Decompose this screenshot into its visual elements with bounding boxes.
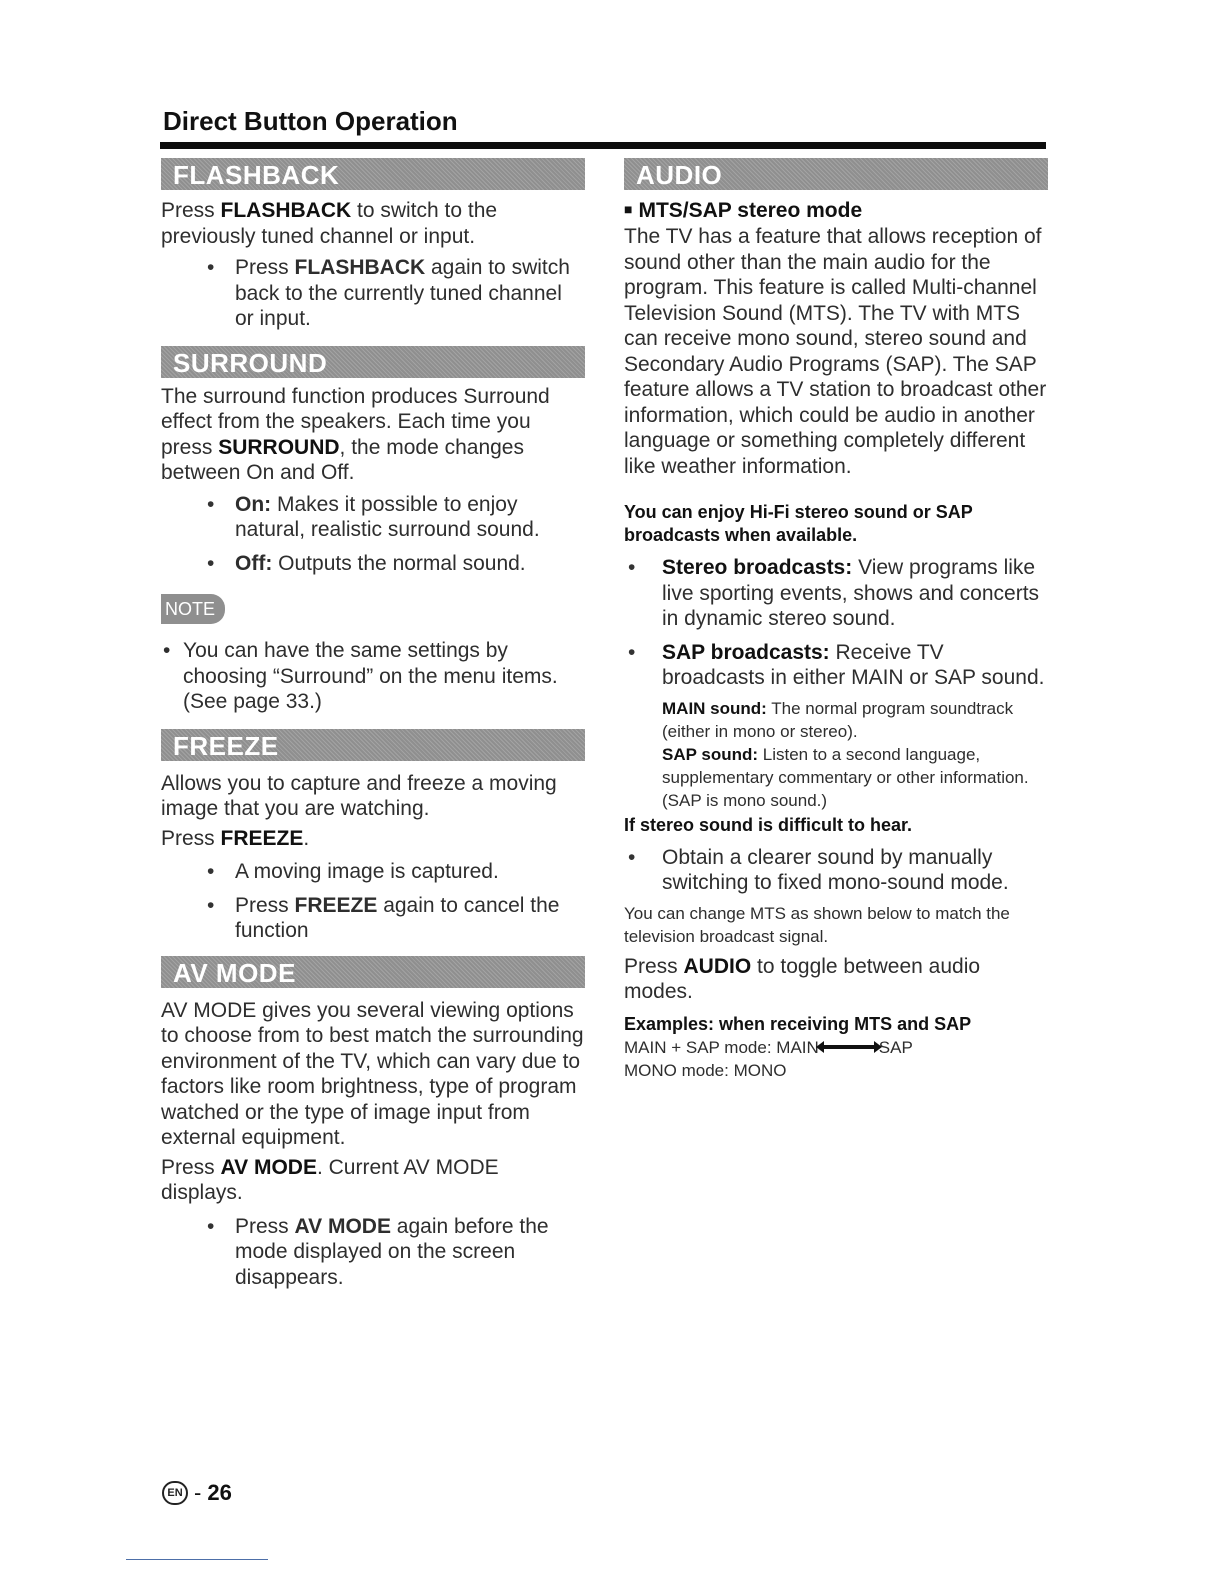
- av-mode-intro: AV MODE gives you several viewing options to choose from to best match the surrounding environment of the TV, which can vary due to factors like room brightness, type of program watched or the type of image input from external equipment.: [161, 998, 584, 1149]
- text: Press: [624, 954, 684, 978]
- broadcast-bullets: [624, 555, 1048, 691]
- av-mode-press: [161, 1155, 585, 1206]
- text: Press: [235, 893, 295, 917]
- text: The surround function produces Surround effect from the speakers. Each time you press: [161, 384, 550, 459]
- term: SAP sound:: [662, 744, 759, 764]
- text: Press: [161, 1155, 221, 1179]
- text: Press: [161, 199, 221, 222]
- button-name: AUDIO: [683, 954, 752, 978]
- flashback-intro: [161, 198, 585, 249]
- surround-note: • You can have the same settings by choosing “Surround” on the menu items. (See page 33.): [161, 638, 585, 715]
- text: View programs like live sporting events, shows and concerts in dynamic stereo sound.: [662, 556, 1040, 630]
- text: again to cancel the function: [235, 893, 560, 942]
- audio-intro: The TV has a feature that allows reception of sound other than the main audio for the program. This feature is called Multi-channel Television Sound (MTS). The TV with MTS can receive mono sound, stereo sound and Secondary Audio Programs (SAP). The SAP feature allows a TV station to broadcast other information, which could be audio in another language or something completely different like weather information.: [624, 225, 1047, 478]
- button-name: SURROUND: [218, 435, 340, 459]
- enjoy-note: You can enjoy Hi-Fi stereo sound or SAP broadcasts when available.: [624, 502, 973, 545]
- button-name: AV MODE: [220, 1155, 317, 1179]
- surround-bullet-off: [161, 551, 585, 577]
- freeze-bullet: [161, 859, 585, 885]
- square-bullet-icon: ■: [624, 201, 633, 217]
- note-badge: NOTE: [161, 594, 225, 624]
- button-name: FREEZE: [220, 826, 304, 850]
- change-mts-note: You can change MTS as shown below to match the television broadcast signal.: [624, 903, 1010, 946]
- double-arrow-icon: [822, 1045, 876, 1049]
- flashback-bullet: [161, 255, 585, 332]
- text: Outputs the normal sound.: [272, 551, 526, 575]
- text: again before the mode displayed on the screen disappears.: [235, 1214, 549, 1289]
- text: Press: [161, 826, 221, 850]
- stereo-broadcasts-bullet: [624, 555, 1048, 632]
- av-mode-bullets: [161, 1214, 585, 1291]
- sap-sound-definition: [662, 743, 1048, 812]
- surround-bullet-on: [161, 492, 585, 543]
- av-mode-section-bar: AV MODE: [161, 956, 585, 988]
- text: Press: [235, 256, 295, 279]
- button-name: FREEZE: [294, 893, 378, 917]
- subhead-text: MTS/SAP stereo mode: [638, 199, 863, 222]
- flashback-section-bar: FLASHBACK: [161, 158, 585, 190]
- button-name: FLASHBACK: [220, 199, 352, 222]
- language-en-icon: EN: [162, 1481, 188, 1505]
- button-name: AV MODE: [294, 1214, 391, 1238]
- freeze-section-bar: FREEZE: [161, 729, 585, 761]
- text: , the mode changes between On and Off.: [161, 435, 524, 484]
- surround-intro: [161, 384, 585, 486]
- text: -: [194, 1480, 202, 1505]
- freeze-bullets: [161, 859, 585, 944]
- sound-definitions: [624, 697, 1048, 812]
- mono-bullets: [624, 845, 1048, 896]
- text: A moving image is captured.: [235, 860, 499, 883]
- text: Listen to a second language, supplementary commentary or other information. (SAP is mono sound.): [662, 744, 1029, 810]
- text: . Current AV MODE displays.: [161, 1155, 499, 1204]
- surround-section-bar: SURROUND: [161, 346, 585, 378]
- example-mono: MONO mode: MONO: [624, 1060, 787, 1080]
- bullet-label: Stereo broadcasts:: [662, 556, 853, 579]
- text: .: [303, 826, 310, 850]
- text: MAIN + SAP mode:: [624, 1037, 777, 1057]
- text: MAIN: [776, 1037, 819, 1057]
- option-label: Off:: [235, 551, 273, 575]
- difficult-note: If stereo sound is difficult to hear.: [624, 814, 913, 835]
- obtain-bullet: • Obtain a clearer sound by manually switching to fixed mono-sound mode.: [624, 845, 1048, 896]
- page-footer: [162, 1480, 232, 1506]
- page-number: [194, 1480, 232, 1506]
- option-label: On:: [235, 492, 272, 516]
- left-column: [161, 158, 585, 1290]
- bottom-divider: [126, 1559, 268, 1560]
- freeze-intro: Allows you to capture and freeze a moving image that you are watching.: [161, 771, 557, 820]
- text: SAP: [878, 1037, 913, 1057]
- freeze-press: [161, 826, 585, 852]
- audio-press: [624, 954, 1048, 1005]
- text: The normal program soundtrack (either in mono or stereo).: [662, 698, 1014, 741]
- page-title: Direct Button Operation: [163, 106, 458, 136]
- example-main-sap: [624, 1036, 1048, 1059]
- text: 26: [207, 1480, 232, 1505]
- term: MAIN sound:: [662, 698, 767, 718]
- text: again to switch back to the currently tuned channel or input.: [235, 256, 570, 330]
- button-name: FLASHBACK: [294, 256, 426, 279]
- flashback-bullets: [161, 255, 585, 332]
- examples-title: Examples: when receiving MTS and SAP: [624, 1013, 972, 1034]
- mts-sap-subhead: [624, 196, 1048, 224]
- surround-bullets: [161, 492, 585, 577]
- text: to toggle between audio modes.: [624, 954, 981, 1003]
- text: Makes it possible to enjoy natural, realistic surround sound.: [235, 492, 540, 541]
- bullet-label: SAP broadcasts:: [662, 640, 830, 664]
- freeze-bullet: [161, 893, 585, 944]
- text: to switch to the previously tuned channel or input.: [161, 199, 498, 248]
- av-mode-bullet: [161, 1214, 585, 1291]
- sap-broadcasts-bullet: [624, 640, 1048, 691]
- right-column: [624, 158, 1048, 1082]
- text: Press: [235, 1214, 295, 1238]
- main-sound-definition: [662, 697, 1048, 743]
- audio-section-bar: AUDIO: [624, 158, 1048, 190]
- heading-rule: [160, 142, 1046, 149]
- text: Receive TV broadcasts in either MAIN or SAP sound.: [662, 640, 1045, 689]
